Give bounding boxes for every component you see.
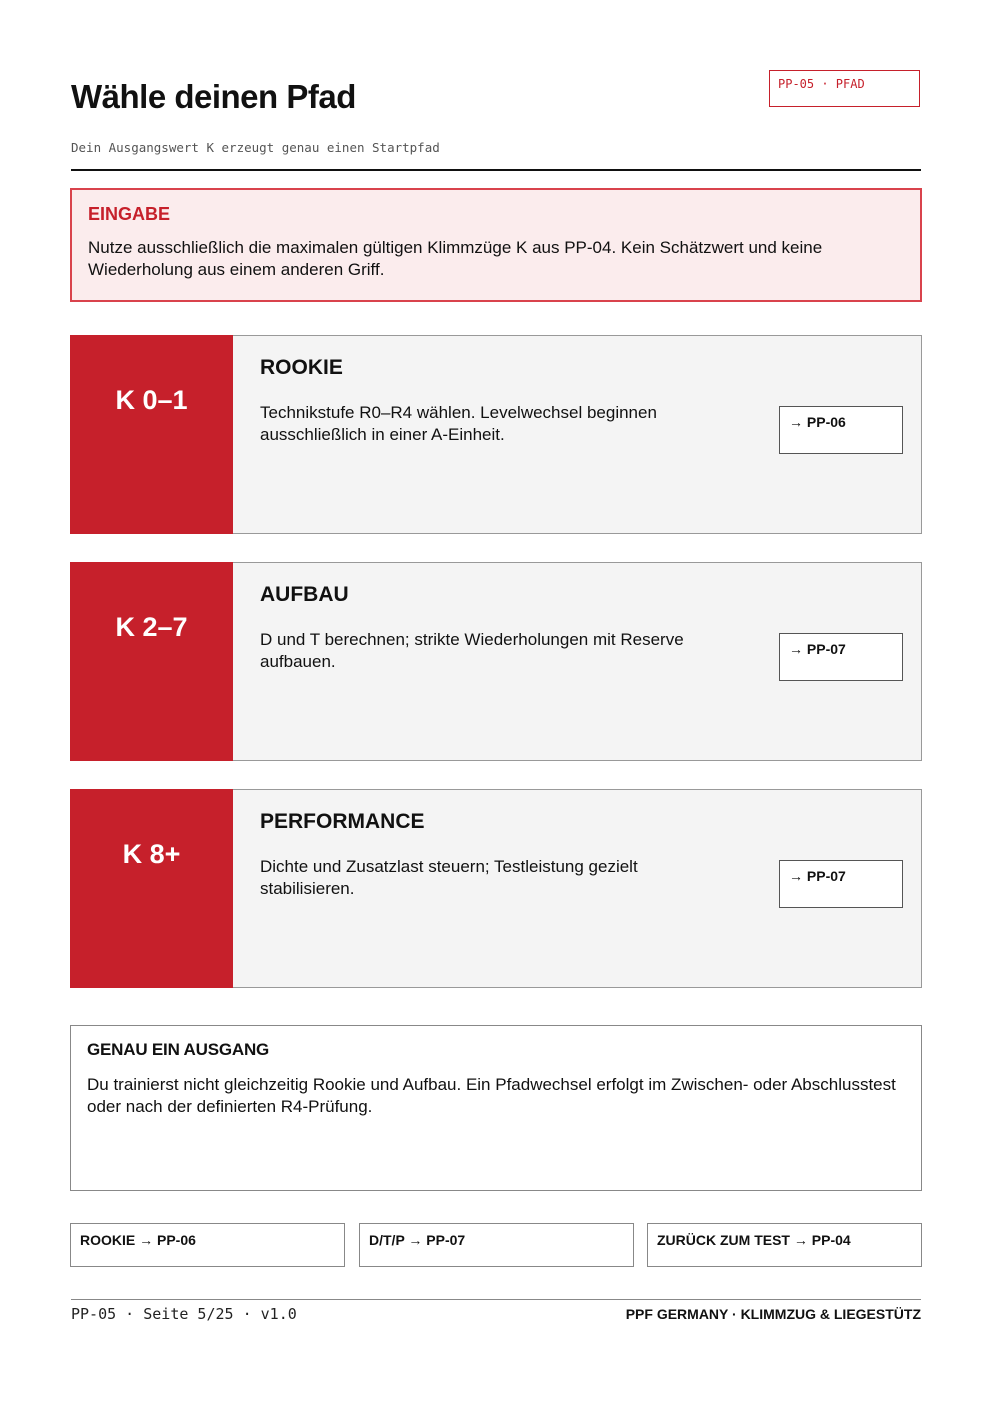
path-card-performance [70,789,922,988]
page-subtitle: Dein Ausgangswert K erzeugt genau einen Startpfad [71,140,440,155]
input-notice-heading: EINGABE [88,204,171,224]
header-divider [71,169,921,171]
nav-button-rookie[interactable]: ROOKIE → PP-06 [70,1223,345,1267]
path-link-pp07[interactable]: → PP-07 [779,633,903,681]
path-k-range: K 0–1 [70,335,233,534]
path-description: D und T berechnen; strikte Wiederholungen mit Reserve aufbauen. [260,630,684,671]
path-description: Dichte und Zusatzlast steuern; Testleistung gezielt stabilisieren. [260,857,638,898]
path-description: Technikstufe R0–R4 wählen. Levelwechsel beginnen ausschließlich in einer A-Einheit. [260,403,657,444]
path-k-range: K 8+ [70,789,233,988]
exit-notice [70,1025,922,1191]
input-notice-text: Nutze ausschließlich die maximalen gültigen Klimmzüge K aus PP-04. Kein Schätzwert und keine Wiederholung aus einem anderen Griff. [88,238,823,279]
page-code-badge: PP-05 · PFAD [769,70,920,107]
exit-notice-text: Du trainierst nicht gleichzeitig Rookie und Aufbau. Ein Pfadwechsel erfolgt im Zwischen- oder Abschlusstest oder nach der definierten R4-Prüfung. [87,1075,896,1116]
path-card-aufbau [70,562,922,761]
input-notice [70,188,922,302]
path-link-pp06[interactable]: → PP-06 [779,406,903,454]
footer-divider [71,1299,921,1300]
nav-button-dtp[interactable]: D/T/P → PP-07 [359,1223,634,1267]
path-name: AUFBAU [260,583,349,606]
nav-button-back-to-test[interactable]: ZURÜCK ZUM TEST → PP-04 [647,1223,922,1267]
page-title: Wähle deinen Pfad [71,78,356,115]
path-card-rookie [70,335,922,534]
path-name: PERFORMANCE [260,810,425,833]
path-k-range: K 2–7 [70,562,233,761]
footer-page-info: PP-05 · Seite 5/25 · v1.0 [71,1305,297,1323]
footer-brand: PPF GERMANY · KLIMMZUG & LIEGESTÜTZ [625,1306,921,1322]
path-name: ROOKIE [260,356,343,379]
exit-notice-heading: GENAU EIN AUSGANG [87,1040,270,1059]
path-link-pp07[interactable]: → PP-07 [779,860,903,908]
